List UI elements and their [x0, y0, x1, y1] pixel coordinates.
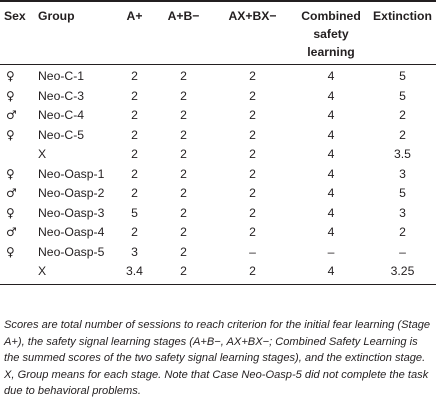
cell-a-plus: 2	[131, 166, 138, 181]
cell-sex: ♂	[6, 108, 17, 122]
cell-combined-safety-learning: 4	[327, 166, 335, 181]
table-footnote: Scores are total number of sessions to reach criterion for the initial fear learning (Stage A+), the safety signal learning stages (A+B−, AX+BX−; Combined Safety Learning is the summed scores of the two safety signal learning stages), and the extinction stage. X, Group means for each stage. Note that Case Neo-Oasp-5 did not complete the task due to behavioral problems.	[4, 319, 431, 398]
cell-a-plus-b-minus: 2	[180, 127, 187, 142]
cell-ax-plus-bx-minus: 2	[249, 88, 256, 103]
cell-group: Neo-Oasp-1	[38, 166, 105, 181]
cell-group: X	[38, 147, 47, 161]
cell-a-plus: 2	[131, 108, 138, 122]
header-extinction: Extinction	[369, 1, 436, 65]
table-body	[0, 65, 436, 285]
cell-sex: ♂	[6, 186, 17, 200]
table-row	[0, 262, 436, 284]
table-row	[0, 126, 436, 146]
cell-ax-plus-bx-minus: 2	[249, 225, 256, 239]
cell-extinction: 2	[399, 127, 406, 142]
table-row	[0, 243, 436, 263]
cell-a-plus: 2	[131, 186, 138, 200]
cell-group: Neo-C-3	[38, 88, 85, 103]
cell-combined-safety-learning: 4	[327, 88, 335, 103]
cell-ax-plus-bx-minus: 2	[249, 147, 256, 161]
cell-combined-safety-learning: –	[327, 244, 335, 259]
cell-a-plus-b-minus: 2	[180, 69, 187, 83]
header-combined-safety-learning	[293, 1, 369, 65]
cell-sex: ♂	[6, 225, 17, 239]
cell-a-plus: 2	[131, 225, 138, 239]
cell-a-plus-b-minus: 2	[155, 262, 212, 284]
cell-group: Neo-Oasp-2	[38, 186, 105, 200]
table-row	[0, 106, 436, 126]
cell-group: X	[34, 262, 114, 284]
cell-combined-safety-learning: 4	[293, 262, 369, 284]
table-row	[0, 204, 436, 224]
cell-combined-safety-learning: 4	[327, 147, 335, 161]
cell-extinction: 2	[399, 225, 406, 239]
cell-sex	[0, 262, 34, 284]
cell-combined-safety-learning: 4	[327, 186, 335, 200]
cell-group: Neo-C-1	[38, 69, 85, 83]
cell-extinction: 3	[399, 205, 406, 220]
cell-a-plus-b-minus: 2	[180, 205, 187, 220]
cell-sex	[0, 145, 34, 165]
cell-a-plus-b-minus: 2	[180, 166, 187, 181]
cell-a-plus-b-minus: 2	[180, 147, 187, 161]
header-combined-line1: Combined	[301, 9, 361, 23]
cell-a-plus-b-minus: 2	[180, 88, 187, 103]
table-row	[0, 145, 436, 165]
table-row	[0, 184, 436, 204]
cell-combined-safety-learning: 4	[327, 127, 335, 142]
cell-a-plus-b-minus: 2	[180, 186, 187, 200]
cell-sex: ♀	[6, 69, 15, 83]
table-header	[0, 1, 436, 65]
cell-combined-safety-learning: 4	[327, 205, 335, 220]
header-a-plus: A+	[114, 1, 155, 65]
cell-extinction: 3.25	[369, 262, 436, 284]
cell-a-plus: 3.4	[114, 262, 155, 284]
cell-sex: ♀	[6, 88, 15, 103]
cell-a-plus-b-minus: 2	[180, 108, 187, 122]
cell-combined-safety-learning: 4	[327, 69, 335, 83]
cell-a-plus-b-minus: 2	[180, 244, 187, 259]
cell-a-plus: 5	[131, 205, 138, 220]
cell-ax-plus-bx-minus: 2	[249, 127, 256, 142]
cell-ax-plus-bx-minus: 2	[212, 262, 293, 284]
cell-ax-plus-bx-minus: 2	[249, 186, 256, 200]
cell-sex: ♀	[6, 205, 15, 220]
cell-ax-plus-bx-minus: 2	[249, 69, 256, 83]
cell-group: Neo-Oasp-5	[38, 244, 105, 259]
cell-extinction: –	[399, 244, 406, 259]
cell-ax-plus-bx-minus: –	[249, 244, 256, 259]
cell-sex: ♀	[6, 127, 15, 142]
header-group: Group	[34, 1, 114, 65]
cell-a-plus: 2	[131, 69, 138, 83]
cell-extinction: 5	[399, 88, 406, 103]
table-row	[0, 87, 436, 107]
cell-a-plus: 3	[131, 244, 138, 259]
header-combined-line3: learning	[307, 45, 355, 59]
cell-group: Neo-Oasp-4	[38, 225, 105, 239]
header-a-plus-b-minus: A+B−	[155, 1, 212, 65]
table-row	[0, 165, 436, 185]
header-sex: Sex	[0, 1, 34, 65]
cell-a-plus: 2	[131, 127, 138, 142]
cell-extinction: 3	[399, 166, 406, 181]
header-combined-line2: safety	[313, 27, 349, 41]
cell-extinction: 5	[399, 186, 406, 200]
cell-a-plus-b-minus: 2	[180, 225, 187, 239]
cell-ax-plus-bx-minus: 2	[249, 166, 256, 181]
cell-a-plus: 2	[131, 147, 138, 161]
cell-group: Neo-C-4	[38, 108, 85, 122]
cell-sex: ♀	[6, 166, 15, 181]
cell-a-plus: 2	[131, 88, 138, 103]
cell-extinction: 2	[399, 108, 406, 122]
cell-group: Neo-C-5	[38, 127, 85, 142]
table-row	[0, 223, 436, 243]
cell-group: Neo-Oasp-3	[38, 205, 105, 220]
cell-combined-safety-learning: 4	[327, 108, 335, 122]
cell-combined-safety-learning: 4	[327, 225, 335, 239]
cell-extinction: 5	[399, 69, 406, 83]
cell-sex: ♀	[6, 244, 15, 259]
table-row	[0, 65, 436, 87]
header-ax-plus-bx-minus: AX+BX−	[212, 1, 293, 65]
cell-extinction: 3.5	[394, 147, 411, 161]
cell-ax-plus-bx-minus: 2	[249, 205, 256, 220]
cell-ax-plus-bx-minus: 2	[249, 108, 256, 122]
